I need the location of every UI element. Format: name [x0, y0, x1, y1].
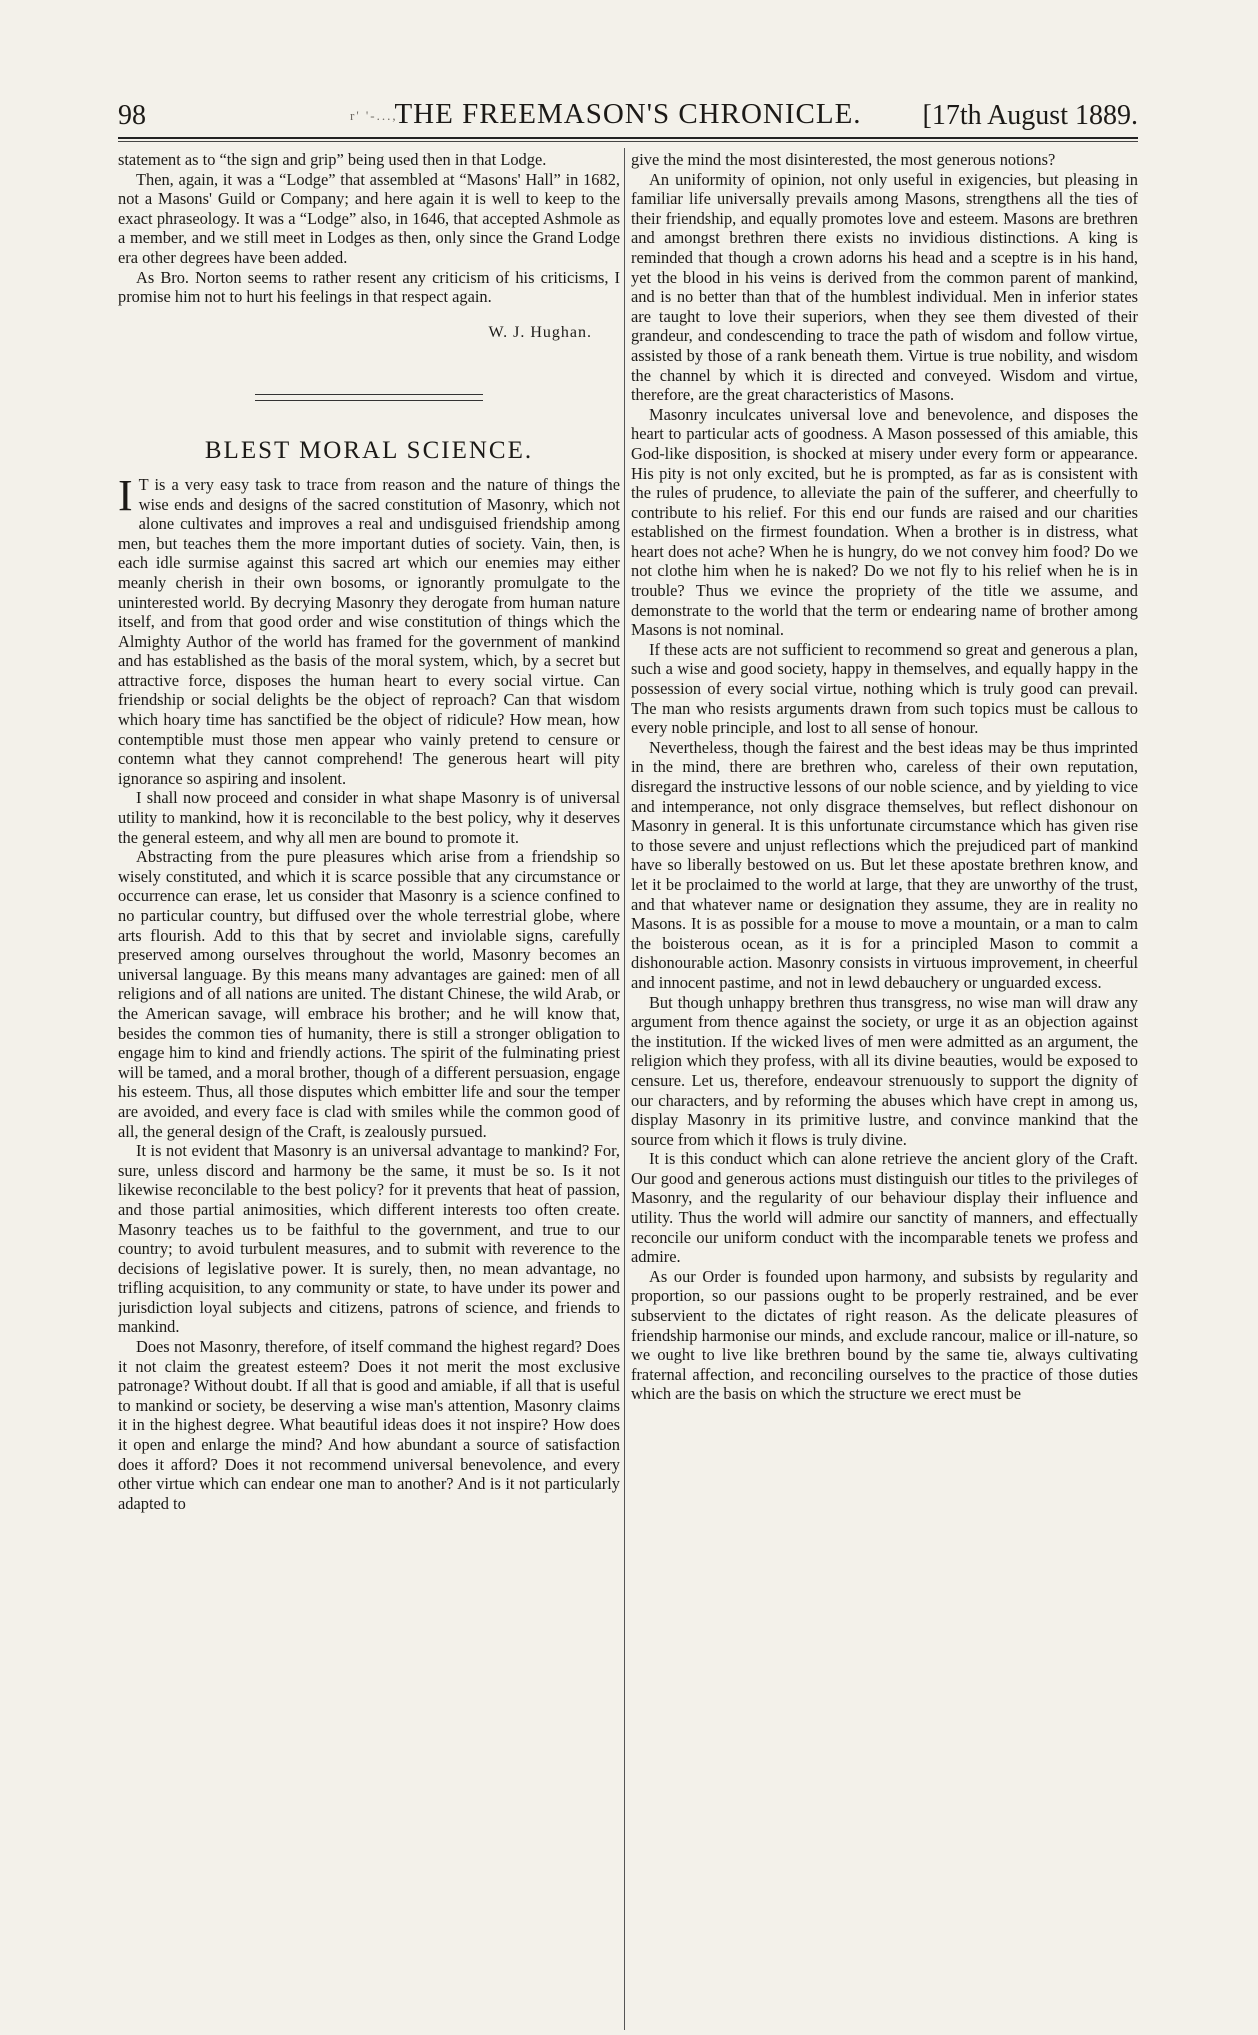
- issue-date: [17th August 1889.: [922, 100, 1138, 131]
- column-divider: [624, 148, 625, 2030]
- paragraph: As our Order is founded upon harmony, and subsists by regularity and proportion, so our passions ought to be properly restrained, and be ever subservient to the dictates of right reason. As the delicate pleasures of friendship harmonise our minds, and exclude rancour, malice or ill-nature, so we ought to live like brethren bound by the same tie, always cultivating fraternal affection, and reconciling ourselves to the practice of those duties which are the basis on which the structure we erect must be: [631, 1266, 1138, 1404]
- paragraph: Masonry inculcates universal love and benevolence, and disposes the heart to particular acts of goodness. A Mason possessed of this amiable, this God-like disposition, is shocked at misery under every form or appearance. His pity is not only excited, but he is prompted, as far as is consistent with the rules of prudence, to alleviate the pain of the sufferer, and cheerfully to contribute to his relief. For this end our funds are raised and our charities established on the firmest foundation. When a brother is in distress, what heart does not ache? When he is hungry, do we not convey him food? Do we not clothe him when he is naked? Do we not fly to his relief when he is in trouble? Thus we evince the propriety of the title we assume, and demonstrate to the world that the term or endearing name of brother among Masons is not nominal.: [631, 404, 1138, 640]
- right-column: [631, 150, 1138, 2030]
- drop-cap: I: [118, 470, 133, 520]
- left-column: [118, 150, 620, 2030]
- paragraph: Abstracting from the pure pleasures which arise from a friendship so wisely constituted, and which it is scarce possible that any circumstance or occurrence can erase, let us consider that Masonry is a science confined to no particular country, but diffused over the whole terrestrial globe, where arts flourish. Add to this that by secret and inviolable signs, carefully preserved among ourselves throughout the world, Masonry becomes an universal language. By this means many advantages are gained: men of all religions and of all nations are united. The distant Chinese, the wild Arab, or the American savage, will embrace his brother; and he will know that, besides the common ties of humanity, there is still a stronger obligation to engage him to kind and friendly actions. The spirit of the fulminating priest will be tamed, and a moral brother, though of a different persuasion, engage his esteem. Thus, all those disputes which embitter life and sour the temper are avoided, and every face is clad with smiles while the common good of all, the general design of the Craft, is zealously pursued.: [118, 847, 620, 1141]
- paragraph: Does not Masonry, therefore, of itself command the highest regard? Does it not claim the greatest esteem? Does it not merit the most exclusive patronage? Without doubt. If all that is good and amiable, if all that is useful to mankind or society, be deserving a wise man's attention, Masonry claims it in the highest degree. What beautiful ideas does it not inspire? How does it open and enlarge the mind? And how abundant a source of satisfaction does it afford? Does it not recommend universal benevolence, and every other virtue which can endear one man to another? And is it not particularly adapted to: [118, 1337, 620, 1513]
- paragraph: give the mind the most disinterested, the most generous notions?: [631, 150, 1056, 169]
- lead-text: T is a very easy task to trace from reason and the nature of things the wise ends and designs of the sacred constitution of Masonry, which not alone cultivates and improves a real and undisguised friendship among men, but teaches them the more important duties of society. Vain, then, is each idle surmise against this sacred art which our enemies may either meanly cherish in their own bosoms, or ignorantly promulgate to the uninterested world. By decrying Masonry they derogate from human nature itself, and from that good order and wise constitution of things which the Almighty Author of the world has framed for the government of mankind and has established as the basis of the moral system, which, by a secret but attractive force, disposes the human heart to every social virtue. Can friendship or social delights be the object of reproach? Can that wisdom which hoary time has sanctified be the object of ridicule? How mean, how contemptible must those men appear who vainly pretend to censure or contemn what they cannot comprehend! The generous heart will pity ignorance so aspiring and insolent.: [118, 474, 620, 788]
- page-number: 98: [118, 100, 146, 131]
- paragraph: An uniformity of opinion, not only useful in exigencies, but pleasing in familiar life universally prevails among Masons, strengthens all the ties of their friendship, and equally promotes love and esteem. Masons are brethren and amongst brethren there exists no invidious distinctions. A king is reminded that though a crown adorns his head and a sceptre is in his hand, yet the blood in his veins is derived from the common parent of mankind, and is no better than that of the humblest individual. Men in inferior states are taught to love their superiors, when they see them divested of their grandeur, and condescending to trace the path of wisdom and follow virtue, assisted by those of a rank beneath them. Virtue is true nobility, and wisdom the channel by which it is directed and conveyed. Wisdom and virtue, therefore, are the great characteristics of Masons.: [631, 169, 1138, 405]
- masthead: [118, 98, 1138, 134]
- paragraph: It is not evident that Masonry is an universal advantage to mankind? For, sure, unless discord and harmony be the same, it must be so. Is it not likewise reconcilable to the best policy? for it prevents that heat of passion, and those partial animosities, which different interests too often create. Masonry teaches us to be faithful to the government, and true to our country; to avoid turbulent measures, and to submit with reverence to the decisions of legislative power. It is surely, then, no mean advantage, no trifling acquisition, to any community or state, to have under its power and jurisdiction loyal subjects and citizens, patrons of science, and friends to mankind.: [118, 1141, 620, 1337]
- paragraph: Nevertheless, though the fairest and the best ideas may be thus imprinted in the mind, there are brethren who, careless of their own reputation, disregard the instructive lessons of our noble science, and by yielding to vice and intemperance, not only disgrace themselves, but reflect dishonour on Masonry in general. It is this unfortunate circumstance which has given rise to those severe and unjust reflections which the prejudiced part of mankind have so liberally bestowed on us. But let these apostate brethren know, and let it be proclaimed to the world at large, that they are unworthy of the trust, and that whatever name or designation they assume, they are in reality no Masons. It is as possible for a mouse to move a mountain, or a man to calm the boisterous ocean, as it is for a principled Mason to commit a dishonourable action. Masonry consists in virtuous improvement, in cheerful and innocent pastime, and not in lewd debauchery or unguarded excess.: [631, 737, 1138, 992]
- paragraph: Then, again, it was a “Lodge” that assembled at “Masons' Hall” in 1682, not a Masons' Guild or Company; and here again it is well to keep to the exact phraseology. It was a “Lodge” also, in 1646, that accepted Ashmole as a member, and we still meet in Lodges as then, only since the Grand Lodge era other degrees have been added.: [118, 169, 620, 267]
- paragraph: It is this conduct which can alone retrieve the ancient glory of the Craft. Our good and generous actions must distinguish our titles to the privileges of Masonry, and the regularity of our behaviour display their influence and utility. Thus the world will admire our sanctity of manners, and effectually reconcile our uniform conduct with the incomparable tenets we profess and admire.: [631, 1149, 1138, 1267]
- paragraph: If these acts are not sufficient to recommend so great and generous a plan, such a wise and good society, happy in themselves, and equally happy in the possession of every social virtue, nothing which is truly good can prevail. The man who resists arguments drawn from such topics must be callous to every noble principle, and lost to all sense of honour.: [631, 639, 1138, 738]
- header-rule: [118, 137, 1138, 139]
- paragraph: As Bro. Norton seems to rather resent any criticism of his criticisms, I promise him not to hurt his feelings in that respect again.: [118, 267, 620, 307]
- header-rule-thin: [118, 141, 1138, 142]
- publication-title: THE FREEMASON'S CHRONICLE.: [394, 98, 862, 130]
- paragraph: statement as to “the sign and grip” being used then in that Lodge.: [118, 150, 547, 169]
- paragraph: I shall now proceed and consider in what shape Masonry is of universal utility to mankind, how it is reconcilable to the best policy, why it deserves the general esteem, and why all men are bound to promote it.: [118, 788, 620, 847]
- lead-paragraph: [118, 470, 620, 789]
- paragraph: But though unhappy brethren thus transgress, no wise man will draw any argument from thence against the society, or urge it as an objection against the institution. If the wicked lives of men were admitted as an argument, the religion which they profess, with all its divine beauties, would be exposed to censure. Let us, therefore, endeavour strenuously to support the dignity of our characters, and by reforming the abuses which have crept in among us, display Masonry in its primitive lustre, and convince mankind that the source from which it flows is truly divine.: [631, 992, 1138, 1149]
- article-heading: BLEST MORAL SCIENCE.: [204, 437, 534, 465]
- author-signature: W. J. Hughan.: [488, 323, 592, 341]
- print-smudge: r' '-...,: [350, 108, 398, 123]
- section-separator: [255, 394, 483, 401]
